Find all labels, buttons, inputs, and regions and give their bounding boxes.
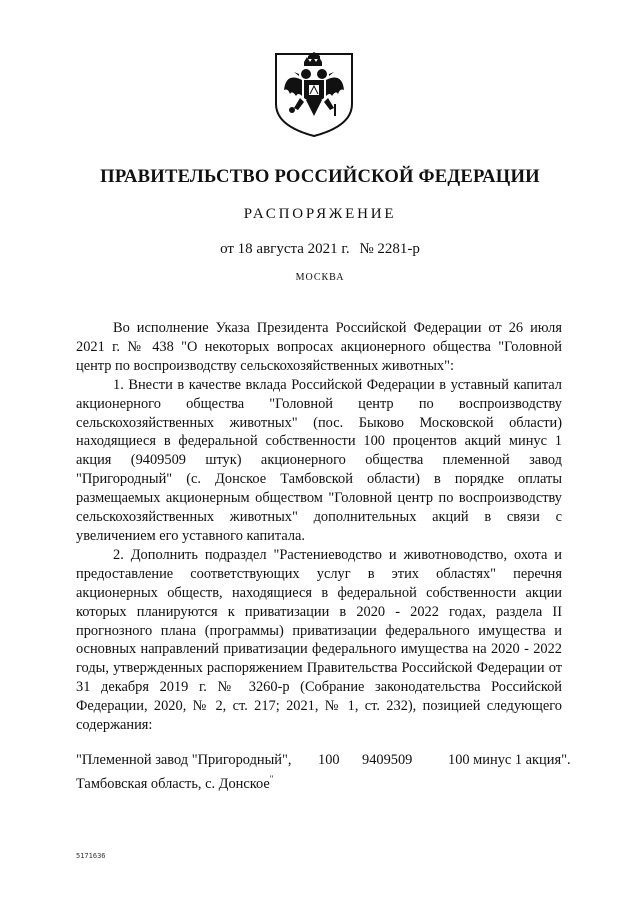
share-count: 9409509 [362, 752, 413, 768]
document-type: РАСПОРЯЖЕНИЕ [243, 206, 397, 222]
position-entry [76, 751, 576, 794]
russian-coat-of-arms-icon [272, 50, 356, 138]
document-code: 5171636 [76, 852, 106, 860]
dateline [0, 241, 640, 258]
document-body [76, 319, 562, 735]
document-date: от 18 августа 2021 г. [220, 241, 350, 257]
position-entry-row [76, 751, 576, 770]
paragraph-item-1: 1. Внести в качестве вклада Российской Федерации в уставный капитал акционерного общества "Головной центр по воспроизводству сельскохозяйственных животных" (пос. Быково Московской области) находящиеся в федеральной собственности 100 процентов акций минус 1 акция (9409509 штук) акционерного общества племенной завод "Пригородный" (с. Донское Тамбовской области) в порядке оплаты размещаемых акционерным обществом "Головной центр по воспроизводству сельскохозяйственных животных" дополнительных акций в связи с увеличением его уставного капитала. [76, 376, 562, 544]
paragraph-preamble: Во исполнение Указа Президента Российской Федерации от 26 июля 2021 г. № 438 "О некоторых вопросах акционерного общества "Головной центр по воспроизводству сельскохозяйственных животных": [76, 320, 562, 374]
government-name: ПРАВИТЕЛЬСТВО РОССИЙСКОЙ ФЕДЕРАЦИИ [100, 166, 540, 187]
company-region-line [76, 770, 576, 794]
stake-description: 100 минус 1 акция". [448, 752, 571, 768]
city: МОСКВА [295, 272, 345, 283]
document-number: № 2281-р [359, 241, 420, 257]
closing-quote-mark: " [269, 773, 274, 784]
company-region: Тамбовская область, с. Донское [76, 775, 270, 792]
company-name: "Племенной завод "Пригородный", [76, 752, 292, 768]
percent-value: 100 [318, 752, 340, 768]
paragraph-item-2: 2. Дополнить подраздел "Растениеводство и животноводство, охота и предоставление соответствующих услуг в этих областях" перечня акционерных обществ, находящиеся в федеральной собственности акции которых планируются к приватизации в 2020 - 2022 годах, раздела II прогнозного плана (программы) приватизации федерального имущества и основных направлений приватизации федерального имущества на 2020 - 2022 годы, утвержденных распоряжением Правительства Российской Федерации от 31 декабря 2019 г. № 3260-р (Собрание законодательства Российской Федерации, 2020, № 2, ст. 217; 2021, № 1, ст. 232), позицией следующего содержания: [76, 546, 562, 734]
